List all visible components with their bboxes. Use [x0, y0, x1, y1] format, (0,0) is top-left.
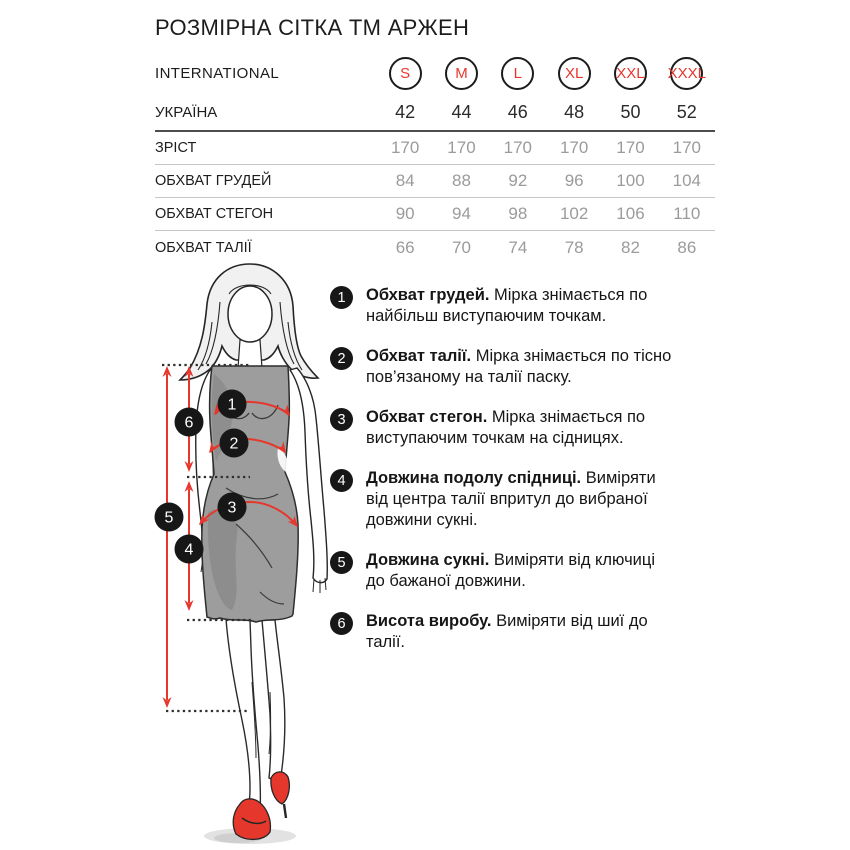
size-value-cell: 170: [672, 138, 701, 157]
face: [228, 286, 272, 342]
neck: [238, 340, 262, 368]
figure-marker-5: [155, 503, 184, 532]
size-value-cell: 170: [559, 138, 589, 157]
size-table: [155, 52, 715, 264]
size-circle: XXL: [614, 57, 647, 90]
measurement-text: Довжина подолу спідниці. Виміряти від центра талії впритул до вибраної довжини сукні.: [366, 469, 656, 529]
size-value-cell: 42: [395, 101, 416, 122]
svg-text:4: 4: [184, 541, 194, 559]
measurement-item-5: [330, 550, 730, 592]
size-international-cell: [602, 57, 658, 90]
svg-text:1: 1: [227, 396, 237, 414]
size-value-cell: 50: [620, 101, 641, 122]
measurement-number-badge: 6: [330, 612, 353, 635]
size-value-cell: 52: [676, 101, 697, 122]
size-value-cell: 94: [452, 204, 471, 223]
figure-marker-6: [175, 408, 204, 437]
table-row-international: [155, 52, 715, 94]
size-circle: XL: [558, 57, 591, 90]
size-value-cell: 170: [390, 138, 420, 157]
svg-text:3: 3: [227, 499, 237, 517]
size-circle: L: [501, 57, 534, 90]
measurement-item-1: [330, 285, 730, 327]
size-international-cell: [659, 57, 715, 90]
measurement-text: Обхват стегон. Мірка знімається по виступаючим точкам на сідницях.: [366, 408, 646, 447]
size-value-cell: 90: [395, 204, 415, 223]
row-label-height: ЗРІСТ: [155, 140, 197, 156]
woman-measurement-diagram: [140, 262, 350, 850]
measurement-text: Обхват талії. Мірка знімається по тісно пов’язаному на талії паску.: [366, 347, 672, 386]
size-value-cell: 92: [508, 171, 528, 190]
size-value-cell: 170: [616, 138, 645, 157]
size-value-cell: 84: [395, 171, 415, 190]
size-value-cell: 170: [503, 138, 532, 157]
size-value-cell: 78: [564, 237, 584, 257]
right-leg: [262, 620, 285, 782]
figure-marker-2: [220, 429, 249, 458]
figure-marker-4: [175, 535, 204, 564]
left-leg: [226, 619, 260, 814]
measurement-number-badge: 1: [330, 286, 353, 309]
figure-marker-3: [218, 493, 247, 522]
table-row-waist: [155, 231, 715, 264]
size-value-cell: 66: [395, 237, 415, 257]
size-value-cell: 82: [621, 237, 640, 257]
size-international-cell: [433, 57, 489, 90]
table-row-height: [155, 132, 715, 165]
size-circle: XXXL: [670, 57, 703, 90]
measurement-item-6: [330, 611, 730, 653]
measurement-text: Довжина сукні. Виміряти від ключиці до бажаної довжини.: [366, 551, 655, 590]
measurement-number-badge: 3: [330, 408, 353, 431]
size-international-cell: [490, 57, 546, 90]
measurement-item-3: [330, 407, 730, 449]
figure-illustration: [140, 262, 350, 850]
size-value-cell: 96: [564, 171, 584, 190]
measurement-text: Висота виробу. Виміряти від шиї до талії.: [366, 612, 648, 651]
page-title: РОЗМІРНА СІТКА ТМ АРЖЕН: [155, 15, 470, 40]
size-value-cell: 48: [564, 101, 585, 122]
size-value-cell: 110: [673, 204, 701, 223]
row-label-hips: ОБХВАТ СТЕГОН: [155, 206, 274, 222]
measurement-number-badge: 4: [330, 469, 353, 492]
size-value-cell: 88: [452, 171, 471, 190]
table-row-bust: [155, 165, 715, 198]
size-value-cell: 70: [452, 237, 471, 257]
row-label-waist: ОБХВАТ ТАЛІЇ: [155, 239, 252, 256]
measurement-number-badge: 5: [330, 551, 353, 574]
table-row-hips: [155, 198, 715, 231]
back-shoe: [271, 772, 289, 804]
svg-text:5: 5: [164, 509, 174, 527]
size-value-cell: 102: [559, 204, 589, 223]
size-value-cell: 98: [508, 204, 528, 223]
measurement-item-4: [330, 468, 730, 531]
size-international-cell: [546, 57, 602, 90]
measurement-list: [330, 285, 730, 672]
size-international-cell: [377, 57, 433, 90]
measurement-item-2: [330, 346, 730, 388]
size-value-cell: 46: [507, 101, 528, 122]
row-label-ukraine: УКРАЇНА: [155, 103, 218, 121]
size-value-cell: 74: [508, 237, 528, 257]
size-value-cell: 86: [677, 237, 697, 257]
svg-text:6: 6: [184, 414, 194, 432]
size-value-cell: 104: [672, 171, 701, 190]
figure-marker-1: [218, 390, 247, 419]
size-circle: S: [389, 57, 422, 90]
size-value-cell: 44: [451, 101, 472, 122]
measurement-text: Обхват грудей. Мірка знімається по найбільш виступаючим точкам.: [366, 286, 648, 325]
measurement-number-badge: 2: [330, 347, 353, 370]
front-shoe: [233, 799, 270, 840]
size-circle: M: [445, 57, 478, 90]
size-value-cell: 170: [447, 138, 476, 157]
size-value-cell: 106: [616, 204, 645, 223]
table-row-ukraine: [155, 94, 715, 130]
row-label-bust: ОБХВАТ ГРУДЕЙ: [155, 173, 272, 189]
svg-text:2: 2: [229, 435, 239, 453]
row-label-international: INTERNATIONAL: [155, 64, 280, 82]
size-value-cell: 100: [616, 171, 645, 190]
